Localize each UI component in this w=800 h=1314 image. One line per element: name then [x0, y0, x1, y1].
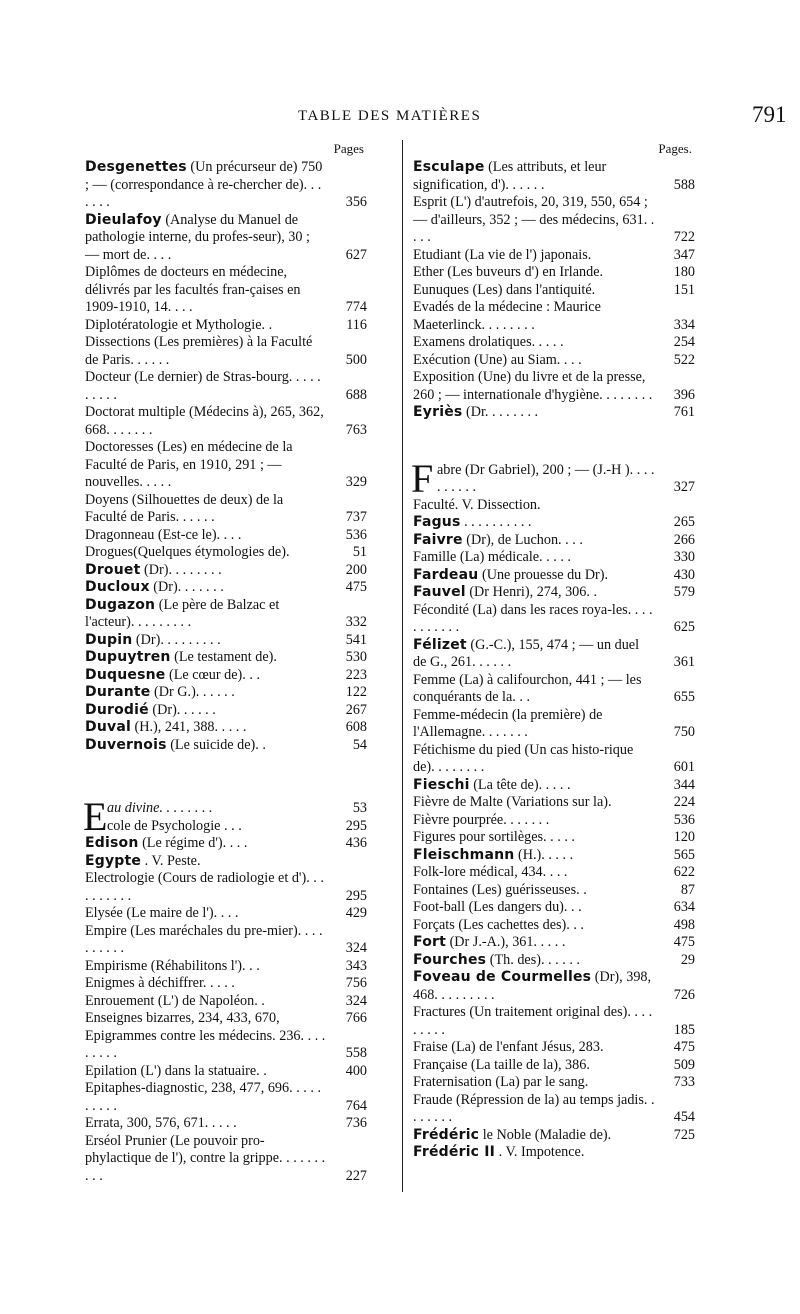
- entry-name: Dugazon: [85, 596, 156, 613]
- entry-text: Evadés de la médecine : Maurice Maeterlinck. . . . . . . .: [413, 299, 601, 333]
- index-entry: [413, 264, 695, 282]
- entry-name: Duvernois: [85, 736, 167, 753]
- index-entry: [85, 404, 367, 439]
- index-entry: [85, 993, 367, 1011]
- index-entry: [413, 334, 695, 352]
- page-ref: 120: [673, 829, 695, 845]
- index-entry: [85, 818, 367, 836]
- index-entry: [85, 702, 367, 720]
- index-entry: [413, 847, 695, 865]
- page-ref: 356: [345, 194, 367, 210]
- entry-text: Fractures (Un traitement original des). . . . . . . . .: [413, 1004, 653, 1038]
- entry-text: (Le testament de).: [174, 649, 277, 665]
- entry-text: Figures pour sortilèges. . . . .: [413, 829, 575, 845]
- page-header: [0, 102, 800, 138]
- index-entry: [85, 905, 367, 923]
- entry-text: Erséol Prunier (Le pouvoir pro-phylactique de l'), contre la grippe. . . . . . . . . .: [85, 1132, 326, 1184]
- entry-text: Femme (La) à califourchon, 441 ; — les conquérants de la. . .: [413, 671, 642, 705]
- index-entry: [85, 264, 367, 317]
- dropcap-letter: F: [411, 455, 434, 501]
- index-entry: [85, 923, 367, 958]
- index-entry: [413, 899, 695, 917]
- index-entry: [413, 602, 695, 637]
- page-ref: 180: [673, 264, 695, 280]
- right-column: [413, 139, 695, 1162]
- page-ref: 396: [673, 386, 695, 403]
- entry-text: Enigmes à déchiffrer. . . . .: [85, 975, 235, 991]
- page-ref: 361: [673, 654, 695, 670]
- page-ref: 329: [345, 474, 367, 490]
- entry-text: Forçats (Les cachettes des). . .: [413, 916, 584, 933]
- entry-text: Doctoresses (Les) en médecine de la Faculté de Paris, en 1910, 291 ; — nouvelles. . . . .: [85, 439, 293, 490]
- entry-name: Ducloux: [85, 579, 150, 595]
- entry-text: . V. Peste.: [144, 852, 201, 869]
- dropcap-letter: E: [83, 794, 108, 839]
- index-entry: [85, 870, 367, 905]
- entry-name: Duquesne: [85, 666, 166, 683]
- page-ref: 400: [345, 1062, 367, 1079]
- page-ref: 500: [345, 351, 367, 368]
- entry-text: (Un précurseur de) 750 ; — (correspondance à re-chercher de). . . . . . .: [85, 159, 323, 210]
- entry-text: Eunuques (Les) dans l'antiquité.: [413, 281, 596, 298]
- page-ref: 295: [345, 817, 367, 834]
- entry-text: Errata, 300, 576, 671. . . . .: [85, 1115, 237, 1131]
- entry-text: (H.), 241, 388. . . . .: [134, 719, 247, 735]
- page-ref: 475: [673, 934, 695, 950]
- page-ref: 324: [345, 940, 367, 956]
- index-entry: [413, 934, 695, 952]
- entry-text: Faculté. V. Dissection.: [413, 496, 541, 513]
- entry-text: Diplotératologie et Mythologie. .: [85, 316, 273, 333]
- index-entry: [413, 549, 695, 567]
- page-ref: 655: [673, 689, 695, 705]
- index-entry: [85, 597, 367, 632]
- index-entry: [413, 1039, 695, 1057]
- index-entry: [85, 317, 367, 335]
- entry-text: (H.). . . . .: [517, 846, 574, 863]
- index-entry: [85, 527, 367, 545]
- entry-name: Foveau de Courmelles: [413, 969, 592, 985]
- index-entry: [413, 1057, 695, 1075]
- entry-name: Egypte: [85, 852, 142, 869]
- entry-text: au divine. . . . . . . .: [107, 800, 213, 816]
- index-entry: [413, 567, 695, 585]
- index-entry: [413, 584, 695, 602]
- section-gap: [85, 754, 367, 800]
- entry-text: Doyens (Silhouettes de deux) de la Faculté de Paris. . . . . .: [85, 491, 284, 525]
- entry-name: Dupin: [85, 631, 133, 648]
- page-ref: 224: [673, 794, 695, 810]
- page-ref: 334: [673, 316, 695, 333]
- page-ref: 475: [673, 1039, 695, 1055]
- entry-text: Diplômes de docteurs en médecine, délivrés par les facultés fran-çaises en 1909-1910, 14. . . .: [85, 264, 301, 315]
- page-ref: 608: [345, 719, 367, 735]
- page-ref: 344: [673, 776, 695, 793]
- entry-text: (Dr J.-A.), 361. . . . .: [449, 934, 566, 950]
- entry-text: (Dr). . . . . .: [152, 701, 216, 718]
- entry-text: . . . . . . . . . .: [464, 514, 532, 530]
- entry-name: Drouet: [85, 561, 141, 578]
- entry-name: Frédéric II: [413, 1144, 496, 1160]
- entry-text: Drogues(Quelques étymologies de).: [85, 544, 290, 560]
- page-ref: 565: [673, 846, 695, 863]
- column-divider: [402, 140, 403, 1192]
- index-entry: [413, 1004, 695, 1039]
- index-entry: [413, 1074, 695, 1092]
- entry-text: Epigrammes contre les médecins. 236. . . . . . . . .: [85, 1027, 326, 1061]
- page-ref: 116: [346, 316, 367, 333]
- page-ref: 536: [345, 526, 367, 543]
- index-entry: [413, 532, 695, 550]
- index-entry: [85, 737, 367, 755]
- entry-name: Faivre: [413, 531, 463, 548]
- page-ref: 763: [345, 421, 367, 438]
- entry-text: Fraude (Répression de la) au temps jadis. . . . . . . .: [413, 1091, 655, 1125]
- entry-text: (Dr). . . . . . .: [153, 579, 224, 595]
- entry-name: Eyriès: [413, 404, 463, 420]
- page-ref: 265: [673, 514, 695, 530]
- page-ref: 185: [673, 1021, 695, 1038]
- index-entry: [85, 544, 367, 562]
- entry-name: Durante: [85, 684, 151, 700]
- page-ref: 266: [673, 531, 695, 548]
- index-entry: [85, 975, 367, 993]
- page-ref: 541: [345, 631, 367, 648]
- index-entry: [413, 352, 695, 370]
- page-ref: 53: [352, 800, 367, 816]
- index-entry: [413, 404, 695, 422]
- index-entry: [413, 1127, 695, 1145]
- entry-text: abre (Dr Gabriel), 200 ; — (J.-H ). . . . . . . . . .: [437, 461, 655, 495]
- entry-name: Esculape: [413, 159, 485, 175]
- entry-text: (Le régime d'). . . .: [142, 835, 248, 851]
- page-ref: 634: [673, 899, 695, 915]
- entry-name: Edison: [85, 835, 139, 851]
- entry-name: Desgenettes: [85, 159, 187, 175]
- pages-label: Pages: [333, 141, 364, 156]
- page-ref: 29: [680, 951, 695, 968]
- index-entry: [85, 649, 367, 667]
- index-entry: [85, 853, 367, 871]
- page-ref: 267: [345, 701, 367, 718]
- page-ref: 622: [673, 864, 695, 880]
- page-ref: 475: [345, 579, 367, 595]
- page-ref: 223: [345, 666, 367, 683]
- entry-name: Fagus: [413, 514, 461, 530]
- entry-text: (Le suicide de). .: [170, 736, 266, 753]
- pages-label: Pages.: [658, 141, 692, 156]
- running-title: TABLE DES MATIÈRES: [298, 108, 482, 124]
- entry-name: Fardeau: [413, 566, 479, 583]
- index-entry: [413, 194, 695, 247]
- entry-text: Etudiant (La vie de l') japonais.: [413, 246, 592, 263]
- entry-text: Dragonneau (Est-ce le). . . .: [85, 526, 242, 543]
- entry-text: Ether (Les buveurs d') en Irlande.: [413, 264, 604, 280]
- entry-text: le Noble (Maladie de).: [482, 1126, 612, 1143]
- entry-text: Femme-médecin (la première) de l'Allemagne. . . . . . .: [413, 706, 603, 740]
- entry-text: . V. Impotence.: [498, 1144, 585, 1160]
- page-ref: 330: [673, 549, 695, 565]
- entry-text: Famille (La) médicale. . . . .: [413, 549, 571, 565]
- page-ref: 530: [345, 649, 367, 665]
- entry-text: Foot-ball (Les dangers du). . .: [413, 899, 582, 915]
- page-ref: 558: [345, 1045, 367, 1061]
- page-ref: 774: [345, 299, 367, 315]
- index-entry: [413, 812, 695, 830]
- index-entry: [413, 299, 695, 334]
- index-entry: [413, 637, 695, 672]
- page-ref: 51: [352, 544, 367, 560]
- page-ref: 601: [673, 759, 695, 775]
- entry-text: Française (La taille de la), 386.: [413, 1056, 590, 1073]
- index-entry: [413, 1144, 695, 1162]
- index-entry: [413, 864, 695, 882]
- entry-text: Enseignes bizarres, 234, 433, 670,: [85, 1010, 280, 1026]
- entry-text: Empire (Les maréchales du pre-mier). . . . . . . . . .: [85, 922, 323, 956]
- entry-text: Electrologie (Cours de radiologie et d'). . . . . . . . . .: [85, 870, 324, 904]
- page-ref: 736: [345, 1115, 367, 1131]
- entry-text: Elysée (Le maire de l'). . . .: [85, 905, 239, 921]
- page-ref: 429: [345, 905, 367, 921]
- index-entry: [85, 1028, 367, 1063]
- page-ref: 509: [673, 1056, 695, 1073]
- page-ref: 726: [673, 986, 695, 1003]
- entry-name: Dieulafoy: [85, 211, 162, 228]
- page-ref: 454: [673, 1109, 695, 1125]
- entry-text: (Une prouesse du Dr).: [481, 566, 609, 583]
- entry-name: Frédéric: [413, 1126, 480, 1143]
- index-entry: [85, 369, 367, 404]
- entry-text: Fontaines (Les) guérisseuses. .: [413, 881, 587, 898]
- entry-text: Epitaphes-diagnostic, 238, 477, 696. . . . . . . . . .: [85, 1080, 322, 1114]
- entry-text: (Analyse du Manuel de pathologie interne, du profes-seur), 30 ; — mort de. . . .: [85, 211, 310, 263]
- entry-text: (Le père de Balzac et l'acteur). . . . . . . . .: [85, 596, 280, 630]
- page-ref: 347: [673, 246, 695, 263]
- page-ref: 722: [673, 229, 695, 245]
- entry-text: Docteur (Le dernier) de Stras-bourg. . . . . . . . . .: [85, 369, 321, 403]
- page-ref: 227: [345, 1167, 367, 1184]
- e-entries-right: [413, 159, 695, 422]
- entry-text: (Les attributs, et leur signification, d'). . . . . .: [413, 159, 607, 193]
- page-ref: 498: [673, 916, 695, 933]
- index-entry: [85, 958, 367, 976]
- page-ref: 725: [673, 1126, 695, 1143]
- index-entry: [85, 1115, 367, 1133]
- index-entry: [413, 369, 695, 404]
- entry-text: Epilation (L') dans la statuaire. .: [85, 1062, 267, 1079]
- index-entry: [85, 579, 367, 597]
- page-ref: 122: [345, 684, 367, 700]
- entry-text: Folk-lore médical, 434. . . .: [413, 864, 568, 880]
- page-ref: 430: [673, 566, 695, 583]
- entry-text: (La tête de). . . . .: [473, 776, 571, 793]
- entry-text: Fécondité (La) dans les races roya-les. . . . . . . . . . .: [413, 601, 653, 635]
- index-entry: [85, 1133, 367, 1186]
- entry-text: (Dr G.). . . . . .: [154, 684, 235, 700]
- entry-name: Fleischmann: [413, 846, 515, 863]
- page-ref: 688: [345, 386, 367, 403]
- page-ref: 522: [673, 351, 695, 368]
- entry-text: Exécution (Une) au Siam. . . .: [413, 351, 582, 368]
- index-entry: [85, 212, 367, 265]
- page-ref: 151: [673, 281, 695, 298]
- index-entry: [413, 794, 695, 812]
- left-column: [85, 139, 367, 1185]
- index-entry: [85, 835, 367, 853]
- index-entry: [85, 439, 367, 492]
- entry-text: (Th. des). . . . . .: [489, 951, 580, 968]
- page-ref: 764: [345, 1097, 367, 1114]
- entry-name: Fauvel: [413, 584, 466, 600]
- index-entry: [85, 1080, 367, 1115]
- entry-text: Doctorat multiple (Médecins à), 265, 362, 668. . . . . . .: [85, 404, 324, 438]
- index-entry: [85, 1010, 367, 1028]
- page-ref: 343: [345, 957, 367, 974]
- entry-text: Fièvre de Malte (Variations sur la).: [413, 794, 612, 810]
- index-entry: [413, 829, 695, 847]
- entry-text: (Dr). . . . . . . . .: [135, 631, 221, 648]
- e-entries: [85, 835, 367, 1185]
- entry-text: Esprit (L') d'autrefois, 20, 319, 550, 654 ; — d'ailleurs, 352 ; — des médecins, 631. . . . .: [413, 194, 655, 245]
- index-entry: [413, 707, 695, 742]
- index-entry: [85, 719, 367, 737]
- page-ref: 87: [680, 881, 695, 898]
- section-gap: [413, 422, 695, 462]
- entry-name: Félizet: [413, 636, 467, 653]
- index-entry: [413, 514, 695, 532]
- page-ref: 588: [673, 176, 695, 193]
- entry-text: Fraternisation (La) par le sang.: [413, 1074, 589, 1090]
- page-ref: 536: [673, 811, 695, 828]
- index-entry: [413, 777, 695, 795]
- page-ref: 761: [673, 404, 695, 420]
- entry-text: Fétichisme du pied (Un cas histo-rique de). . . . . . . .: [413, 741, 634, 775]
- page-ref: 737: [345, 509, 367, 525]
- entry-text: (G.-C.), 155, 474 ; — un duel de G., 261. . . . . .: [413, 636, 640, 670]
- index-entry: [413, 742, 695, 777]
- f-entries: [413, 497, 695, 1162]
- index-entry: [85, 632, 367, 650]
- entry-text: Fièvre pourprée. . . . . . .: [413, 811, 550, 828]
- index-entry: [85, 159, 367, 212]
- index-entry: [413, 672, 695, 707]
- page-ref: 200: [345, 561, 367, 578]
- index-entry: [413, 247, 695, 265]
- page-ref: 579: [673, 584, 695, 600]
- index-entry: [413, 497, 695, 515]
- entry-text: (Dr Henri), 274, 306. .: [469, 584, 597, 600]
- index-entry: [85, 562, 367, 580]
- index-entry: [413, 1092, 695, 1127]
- entry-text: Exposition (Une) du livre et de la presse, 260 ; — internationale d'hygiène. . . . . . . .: [413, 369, 653, 403]
- page-ref: 327: [673, 479, 695, 495]
- entry-name: Fort: [413, 934, 447, 950]
- entry-text: (Dr. . . . . . . .: [465, 404, 539, 420]
- index-entry: [413, 917, 695, 935]
- entry-text: Enrouement (L') de Napoléon. .: [85, 992, 265, 1009]
- page-ref: 733: [673, 1074, 695, 1090]
- index-entry: [413, 882, 695, 900]
- index-entry: [85, 667, 367, 685]
- entry-name: Fieschi: [413, 776, 470, 793]
- entry-text: (Dr). . . . . . . .: [144, 561, 222, 578]
- page-ref: 324: [345, 992, 367, 1009]
- page-ref: 625: [673, 619, 695, 635]
- entry-text: (Dr), 398, 468. . . . . . . . .: [413, 969, 652, 1003]
- entry-name: Fourches: [413, 951, 487, 968]
- entry-text: (Dr), de Luchon. . . .: [466, 531, 583, 548]
- page-ref: 756: [345, 975, 367, 991]
- page-ref: 436: [345, 835, 367, 851]
- page-number: 791: [752, 102, 787, 127]
- index-entry: [85, 684, 367, 702]
- page-ref: 766: [345, 1010, 367, 1026]
- index-entry: [85, 1063, 367, 1081]
- index-entry: [85, 334, 367, 369]
- entry-text: cole de Psychologie . . .: [107, 817, 242, 834]
- index-entry: [413, 952, 695, 970]
- entry-name: Duval: [85, 719, 131, 735]
- page-ref: 750: [673, 724, 695, 740]
- entry-text: Examens drolatiques. . . . .: [413, 334, 564, 350]
- entry-text: Empirisme (Réhabilitons l'). . .: [85, 957, 260, 974]
- entry-text: (Le cœur de). . .: [169, 666, 261, 683]
- page-ref: 332: [345, 614, 367, 630]
- index-entry: [411, 455, 695, 501]
- index-entry: [413, 282, 695, 300]
- entry-name: Dupuytren: [85, 649, 171, 665]
- d-entries: [85, 159, 367, 754]
- entry-name: Durodié: [85, 701, 149, 718]
- page-ref: 254: [673, 334, 695, 350]
- entry-text: Fraise (La) de l'enfant Jésus, 283.: [413, 1039, 604, 1055]
- page-ref: 295: [345, 887, 367, 904]
- index-entry: [413, 969, 695, 1004]
- entry-text: Dissections (Les premières) à la Faculté de Paris. . . . . .: [85, 334, 313, 368]
- index-entry: [413, 159, 695, 194]
- index-entry: [85, 492, 367, 527]
- page-ref: 627: [345, 246, 367, 263]
- page-ref: 54: [352, 736, 367, 753]
